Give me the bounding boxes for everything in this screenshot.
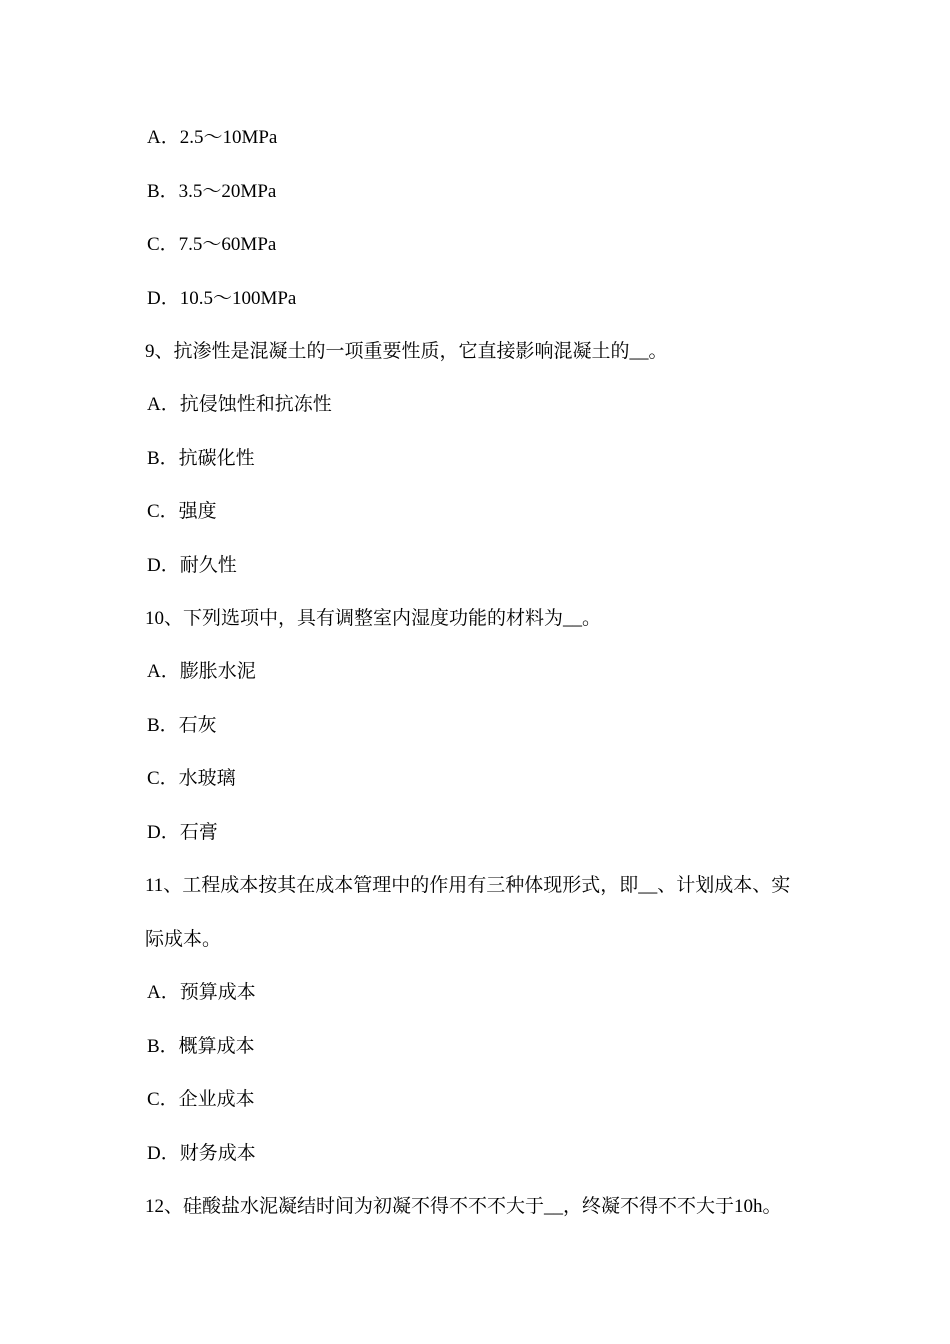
q10-option-a: A．膨胀水泥	[147, 661, 256, 682]
q11-stem-line1: 11、工程成本按其在成本管理中的作用有三种体现形式，即__、计划成本、实	[145, 875, 791, 896]
q10-option-b: B．石灰	[147, 715, 217, 736]
q12-stem: 12、硅酸盐水泥凝结时间为初凝不得不不不大于__，终凝不得不不大于10h。	[145, 1196, 782, 1217]
q8-option-d: D．10.5～100MPa	[147, 288, 297, 309]
q9-option-c: C．强度	[147, 501, 217, 522]
q8-option-b: B．3.5～20MPa	[147, 181, 277, 202]
q9-stem: 9、抗渗性是混凝土的一项重要性质，它直接影响混凝土的__。	[145, 341, 668, 362]
q11-option-b: B．概算成本	[147, 1036, 255, 1057]
q10-stem: 10、下列选项中，具有调整室内湿度功能的材料为__。	[145, 608, 602, 629]
q11-option-d: D．财务成本	[147, 1143, 256, 1164]
q8-option-a: A．2.5～10MPa	[147, 127, 278, 148]
q11-stem-line2: 际成本。	[145, 929, 222, 950]
q9-option-b: B．抗碳化性	[147, 448, 255, 469]
q8-option-c: C．7.5～60MPa	[147, 234, 277, 255]
q11-option-a: A．预算成本	[147, 982, 256, 1003]
q10-option-c: C．水玻璃	[147, 768, 236, 789]
q10-option-d: D．石膏	[147, 822, 218, 843]
q9-option-d: D．耐久性	[147, 555, 237, 576]
q11-option-c: C．企业成本	[147, 1089, 255, 1110]
q9-option-a: A．抗侵蚀性和抗冻性	[147, 394, 332, 415]
